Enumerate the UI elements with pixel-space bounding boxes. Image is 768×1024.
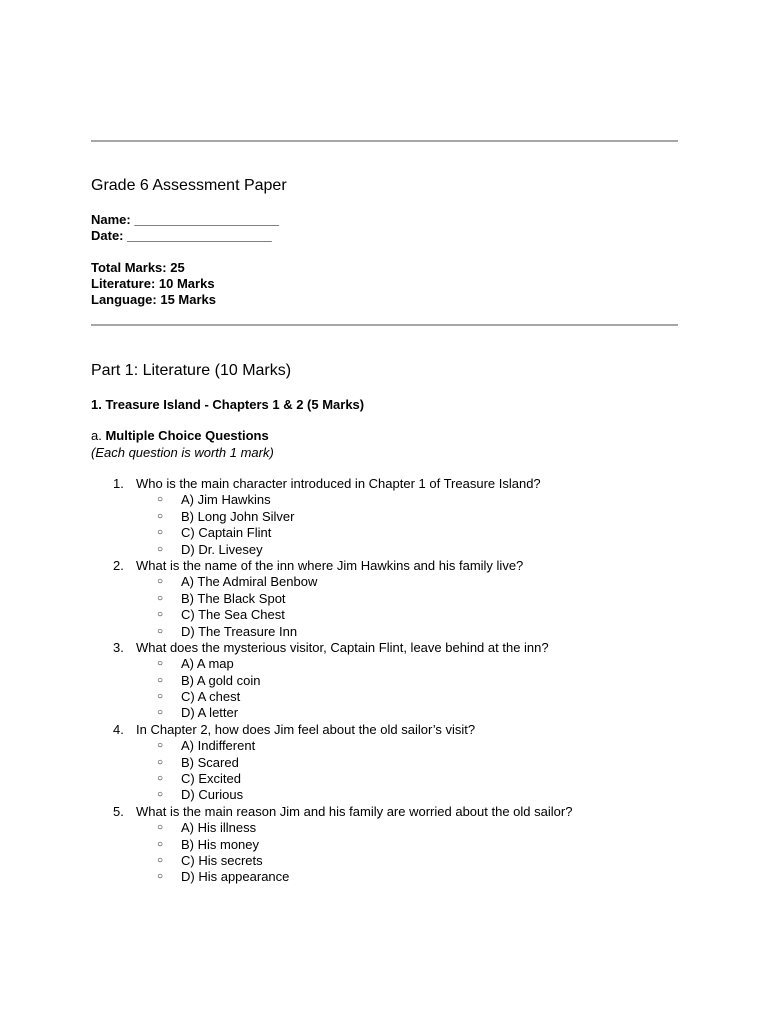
subsection-heading [91, 428, 269, 444]
part1-title: Part 1: Literature (10 Marks) [91, 362, 292, 379]
option-text: D) A letter [181, 705, 239, 721]
answer-option [0, 591, 768, 607]
subsection-title: Multiple Choice Questions [105, 428, 269, 443]
circle-bullet-icon: ○ [157, 609, 164, 621]
answer-option [0, 689, 768, 705]
answer-option [0, 509, 768, 525]
question-item [0, 804, 768, 820]
question-number: 2. [113, 557, 124, 573]
question-text: What is the main reason Jim and his family are worried about the old sailor? [136, 803, 573, 819]
answer-option [0, 525, 768, 541]
name-field: Name: ____________________ [91, 212, 279, 227]
answer-option [0, 574, 768, 590]
question-item [0, 722, 768, 738]
question-list [0, 476, 768, 886]
option-text: C) The Sea Chest [181, 607, 285, 623]
option-text: A) Jim Hawkins [181, 492, 271, 508]
question-number: 4. [113, 721, 124, 737]
option-text: C) Excited [181, 771, 241, 787]
option-text: D) The Treasure Inn [181, 623, 298, 639]
answer-option [0, 673, 768, 689]
answer-option [0, 624, 768, 640]
mid-divider [91, 324, 678, 326]
circle-bullet-icon: ○ [157, 674, 164, 686]
answer-option [0, 705, 768, 721]
question-number: 3. [113, 639, 124, 655]
option-text: B) The Black Spot [181, 590, 286, 606]
answer-option [0, 771, 768, 787]
question-text: In Chapter 2, how does Jim feel about the old sailor’s visit? [136, 721, 476, 737]
page-title: Grade 6 Assessment Paper [91, 177, 287, 194]
question-number: 5. [113, 803, 124, 819]
question-text: What does the mysterious visitor, Captain Flint, leave behind at the inn? [136, 639, 549, 655]
option-text: B) Scared [181, 754, 239, 770]
circle-bullet-icon: ○ [157, 756, 164, 768]
circle-bullet-icon: ○ [157, 871, 164, 883]
option-text: A) The Admiral Benbow [181, 574, 318, 590]
literature-marks: Literature: 10 Marks [91, 276, 215, 291]
option-text: B) Long John Silver [181, 508, 295, 524]
option-text: C) Captain Flint [181, 525, 272, 541]
question-text: What is the name of the inn where Jim Hawkins and his family live? [136, 557, 524, 573]
option-text: D) His appearance [181, 869, 290, 885]
question-number: 1. [113, 476, 124, 491]
answer-option [0, 738, 768, 754]
answer-option [0, 542, 768, 558]
answer-option [0, 869, 768, 885]
marks-note: (Each question is worth 1 mark) [91, 445, 274, 460]
circle-bullet-icon: ○ [157, 527, 164, 539]
circle-bullet-icon: ○ [157, 740, 164, 752]
option-text: B) His money [181, 836, 260, 852]
circle-bullet-icon: ○ [157, 576, 164, 588]
language-marks: Language: 15 Marks [91, 292, 216, 307]
circle-bullet-icon: ○ [157, 510, 164, 522]
top-divider [91, 140, 678, 142]
option-text: D) Dr. Livesey [181, 541, 263, 557]
total-marks: Total Marks: 25 [91, 260, 185, 275]
option-text: C) A chest [181, 689, 241, 705]
question-item [0, 640, 768, 656]
answer-option [0, 853, 768, 869]
question-item [0, 476, 768, 492]
circle-bullet-icon: ○ [157, 592, 164, 604]
question-text: Who is the main character introduced in Chapter 1 of Treasure Island? [136, 476, 541, 491]
circle-bullet-icon: ○ [157, 854, 164, 866]
circle-bullet-icon: ○ [157, 691, 164, 703]
answer-option [0, 787, 768, 803]
circle-bullet-icon: ○ [157, 838, 164, 850]
option-text: D) Curious [181, 787, 244, 803]
circle-bullet-icon: ○ [157, 822, 164, 834]
answer-option [0, 820, 768, 836]
answer-option [0, 656, 768, 672]
circle-bullet-icon: ○ [157, 625, 164, 637]
circle-bullet-icon: ○ [157, 707, 164, 719]
circle-bullet-icon: ○ [157, 658, 164, 670]
answer-option [0, 492, 768, 508]
option-text: C) His secrets [181, 852, 263, 868]
answer-option [0, 837, 768, 853]
option-text: A) A map [181, 656, 234, 672]
option-text: A) Indifferent [181, 738, 256, 754]
answer-option [0, 607, 768, 623]
subsection-prefix: a. [91, 428, 106, 443]
question-item [0, 558, 768, 574]
option-text: B) A gold coin [181, 672, 261, 688]
circle-bullet-icon: ○ [157, 789, 164, 801]
option-text: A) His illness [181, 820, 257, 836]
section-title: 1. Treasure Island - Chapters 1 & 2 (5 Marks) [91, 397, 365, 412]
circle-bullet-icon: ○ [157, 543, 164, 555]
date-field: Date: ____________________ [91, 228, 272, 243]
answer-option [0, 755, 768, 771]
circle-bullet-icon: ○ [157, 494, 164, 506]
circle-bullet-icon: ○ [157, 773, 164, 785]
